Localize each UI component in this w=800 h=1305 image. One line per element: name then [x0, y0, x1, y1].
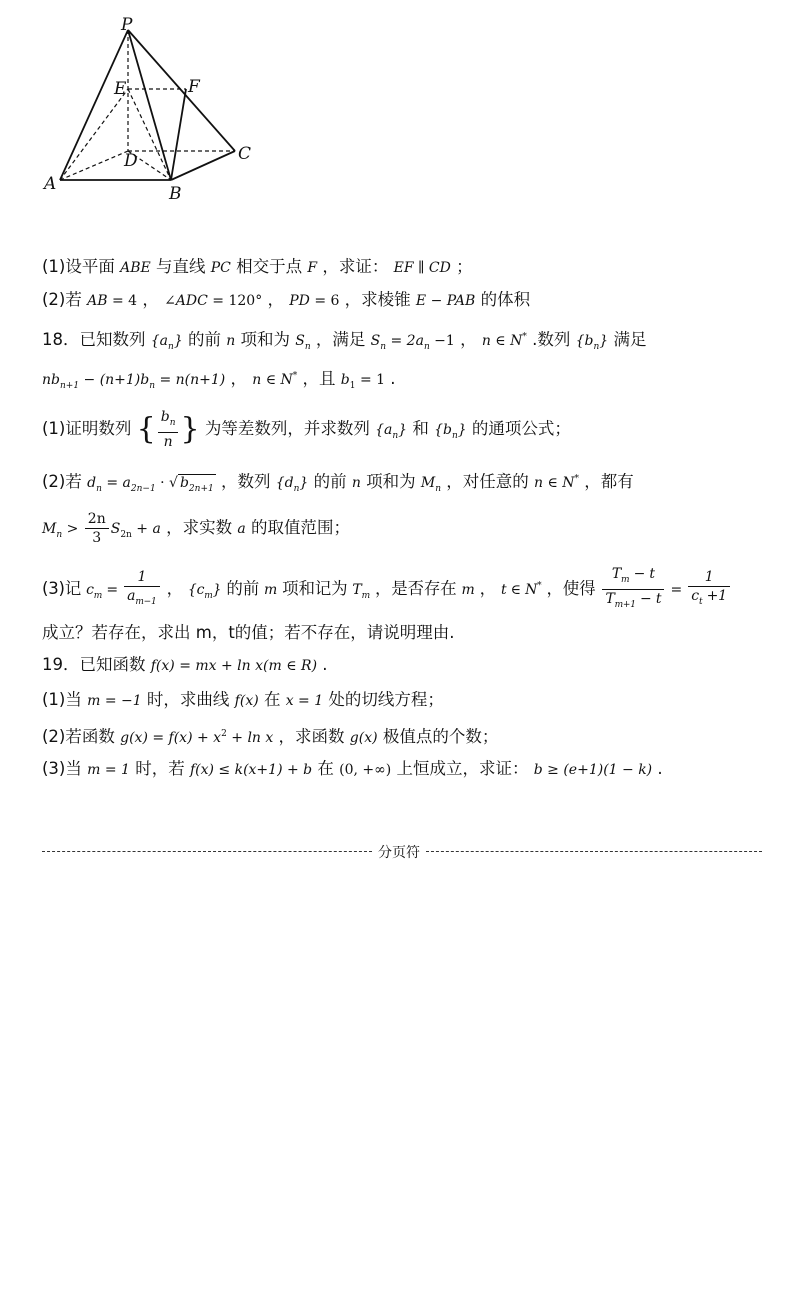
q18-stem-line1: 18．已知数列 $\{a_n\}$ 的前 n 项和为 $S_n$ ，满足 $S_n = 2a_n -1$ ， n ∈ N* .数列 $\{b_n\}$ 满足: [42, 330, 647, 352]
q19-part2: (2)若函数 $g(x) = f(x) + x^2 + \ln x$ ，求函数 g(x) 极值点的个数；: [42, 727, 499, 746]
vertex-label-F: F: [188, 77, 200, 97]
divider-line-right: [426, 851, 762, 852]
q19-part1: (1)当 m = −1 时，求曲线 f(x) 在 x = 1 处的切线方程；: [42, 690, 444, 709]
q18-part1: (1)证明数列 { $\frac{b_n}{n}$ } 为等差数列，并求数列 $\{a_n\}$ 和 $\{b_n\}$ 的通项公式；: [42, 409, 571, 450]
edge-BF: [171, 89, 186, 180]
pyramid-diagram: [30, 8, 270, 203]
fraction-2n-over-3: $\frac{2n}{3}$: [85, 510, 109, 547]
vertex-label-A: A: [44, 174, 57, 194]
vertex-label-D: D: [124, 151, 138, 171]
divider-line-left: [42, 851, 372, 852]
q18-part3: (3)记 $c_m$ = $\frac{1}{a_{m-1}}$ ， $\{c_m\}$ 的前 m 项和记为 $T_m$ ，是否存在 m ， t ∈ N* ，使得 $\frac{T_m - t}{T_{m+1} - t}$ = $\frac{1}{c_t +1}$: [42, 565, 732, 616]
fraction-1-over-c: $\frac{1}{c_t +1}$: [688, 568, 730, 611]
q19-stem: 19．已知函数 f(x) = mx + ln x(m ∈ R) .: [42, 655, 328, 674]
q18-part3-line2: 成立？若存在，求出 m，t的值；若不存在，请说明理由.: [42, 623, 455, 642]
fraction-1-over-a: $\frac{1}{a_{m-1}}$: [124, 568, 159, 611]
edge-BC: [171, 151, 235, 180]
edge-PC: [128, 30, 235, 151]
q18-part2-line2: $M_n$ > $\frac{2n}{3}$ $S_{2n} + a$ ，求实数 a 的取值范围；: [42, 511, 350, 546]
vertex-label-B: B: [169, 184, 182, 203]
edge-AE: [60, 89, 128, 180]
vertex-label-P: P: [121, 15, 133, 35]
q17-part2: (2)若 AB = 4 ， ∠ADC = 120° ， PD = 6 ，求棱锥 E − PAB 的体积: [42, 290, 531, 309]
vertex-label-E: E: [114, 79, 127, 99]
edge-PA: [60, 30, 128, 180]
q19-part3: (3)当 m = 1 时，若 f(x) ≤ k(x+1) + b 在 (0, +∞) 上恒成立，求证： b ≥ (e+1)(1 − k) .: [42, 759, 663, 778]
fraction-bn-over-n: $\frac{b_n}{n}$: [158, 408, 179, 451]
pyramid-figure: [30, 8, 270, 203]
q17-part1: (1)设平面 ABE 与直线 PC 相交于点 F ，求证： EF ∥ CD ；: [42, 257, 473, 276]
fraction-T-ratio: $\frac{T_m - t}{T_{m+1} - t}$: [602, 565, 664, 614]
q18-part2: (2)若 $d_n = a_{2n-1}$ · √ $b_{2n+1}$ ，数列 $\{d_n\}$ 的前 n 项和为 $M_n$ ，对任意的 n ∈ N* ，都有: [42, 472, 634, 494]
q18-stem-line2: $nb_{n+1} - (n+1)b_n = n(n+1)$ ， n ∈ N* ，且 $b_1 = 1$ .: [42, 369, 396, 391]
vertex-label-C: C: [238, 144, 252, 164]
page-break-label: 分页符: [378, 845, 420, 861]
page-break-divider: [42, 840, 762, 864]
